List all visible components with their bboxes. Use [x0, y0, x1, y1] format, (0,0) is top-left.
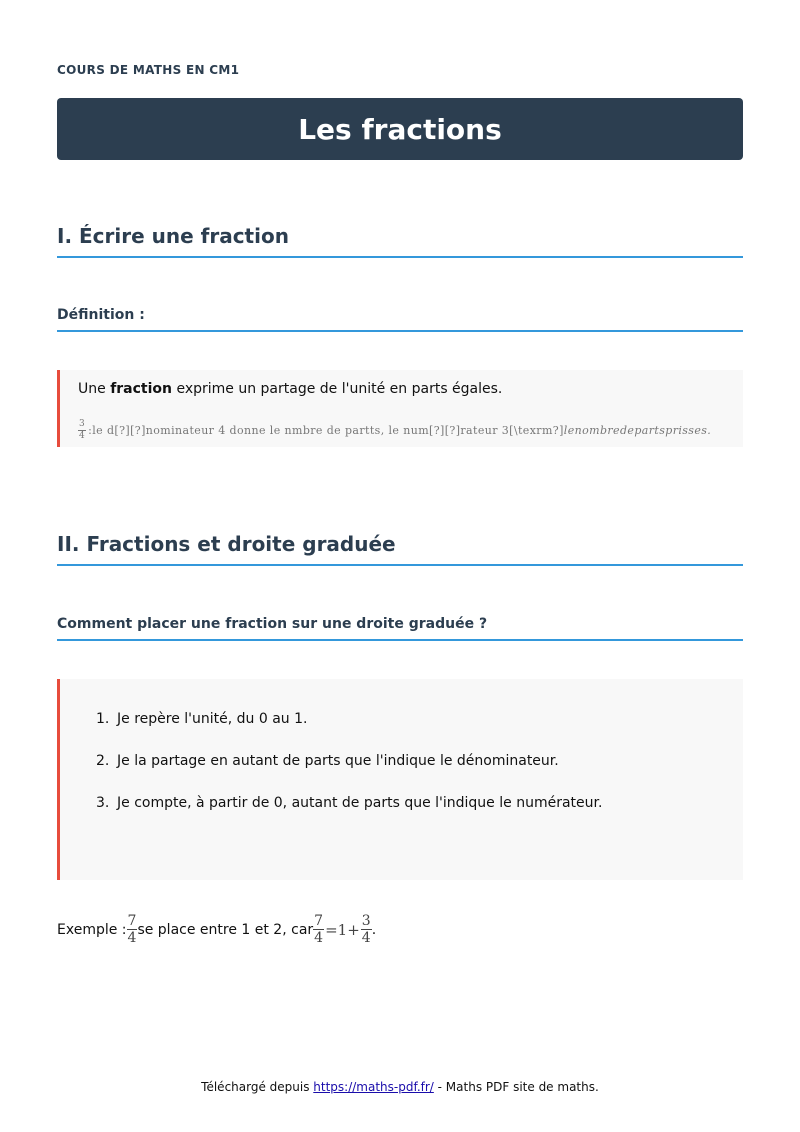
- steps-box: [57, 679, 743, 880]
- math-line-text: :le d[?][?]nominateur 4 donne le nmbre de partts, le num[?][?]rateur 3[\texrm?]: [88, 424, 564, 437]
- fraction-3-4: [78, 420, 86, 441]
- fraction-denominator: 4: [314, 930, 324, 946]
- example-mid-text: se place entre 1 et 2, car: [137, 921, 314, 938]
- footer: [0, 1080, 800, 1094]
- section-title-1: I. Écrire une fraction: [57, 224, 743, 258]
- fraction-denominator: 4: [361, 930, 371, 946]
- subsection-title-method: Comment placer une fraction sur une droite graduée ?: [57, 616, 743, 641]
- step-number: 3.: [96, 795, 110, 811]
- step-number: 2.: [96, 753, 110, 769]
- title-banner: [57, 98, 743, 160]
- definition-text-after: exprime un partage de l'unité en parts égales.: [172, 381, 503, 397]
- fraction-denominator: 4: [127, 930, 137, 946]
- footer-suffix: - Maths PDF site de maths.: [433, 1080, 599, 1094]
- definition-bold-term: fraction: [110, 381, 173, 397]
- equation-text: =1+: [325, 920, 360, 939]
- step-item: [96, 795, 602, 837]
- definition-text: [78, 381, 502, 397]
- page-title: Les fractions: [298, 112, 502, 146]
- fraction-3-4-equation: [361, 914, 372, 945]
- step-item: [96, 753, 602, 795]
- step-number: 1.: [96, 711, 110, 727]
- footer-link[interactable]: https://maths-pdf.fr/: [313, 1080, 434, 1094]
- step-item: [96, 711, 602, 753]
- fraction-7-4-equation: [313, 914, 324, 945]
- math-render-line: [78, 420, 711, 441]
- footer-prefix: Téléchargé depuis: [201, 1080, 314, 1094]
- step-text: Je repère l'unité, du 0 au 1.: [117, 711, 308, 727]
- subsection-title-definition: Définition :: [57, 307, 743, 332]
- fraction-numerator: 3: [79, 419, 86, 429]
- definition-text-before: Une: [78, 381, 111, 397]
- step-text: Je compte, à partir de 0, autant de parts que l'indique le numérateur.: [117, 795, 603, 811]
- course-label: COURS DE MATHS EN CM1: [57, 63, 240, 77]
- example-end: .: [371, 921, 377, 938]
- step-text: Je la partage en autant de parts que l'indique le dénominateur.: [117, 753, 559, 769]
- example-line: [57, 914, 376, 945]
- definition-box: [57, 370, 743, 447]
- example-label: Exemple :: [57, 921, 127, 938]
- math-line-italic: lenombredepartsprisses.: [563, 424, 712, 437]
- section-title-2: II. Fractions et droite graduée: [57, 532, 743, 566]
- steps-list: [96, 711, 602, 837]
- fraction-7-4: [127, 914, 138, 945]
- fraction-denominator: 4: [79, 431, 86, 441]
- fraction-numerator: 7: [314, 913, 324, 929]
- fraction-numerator: 7: [127, 913, 137, 929]
- fraction-numerator: 3: [361, 913, 371, 929]
